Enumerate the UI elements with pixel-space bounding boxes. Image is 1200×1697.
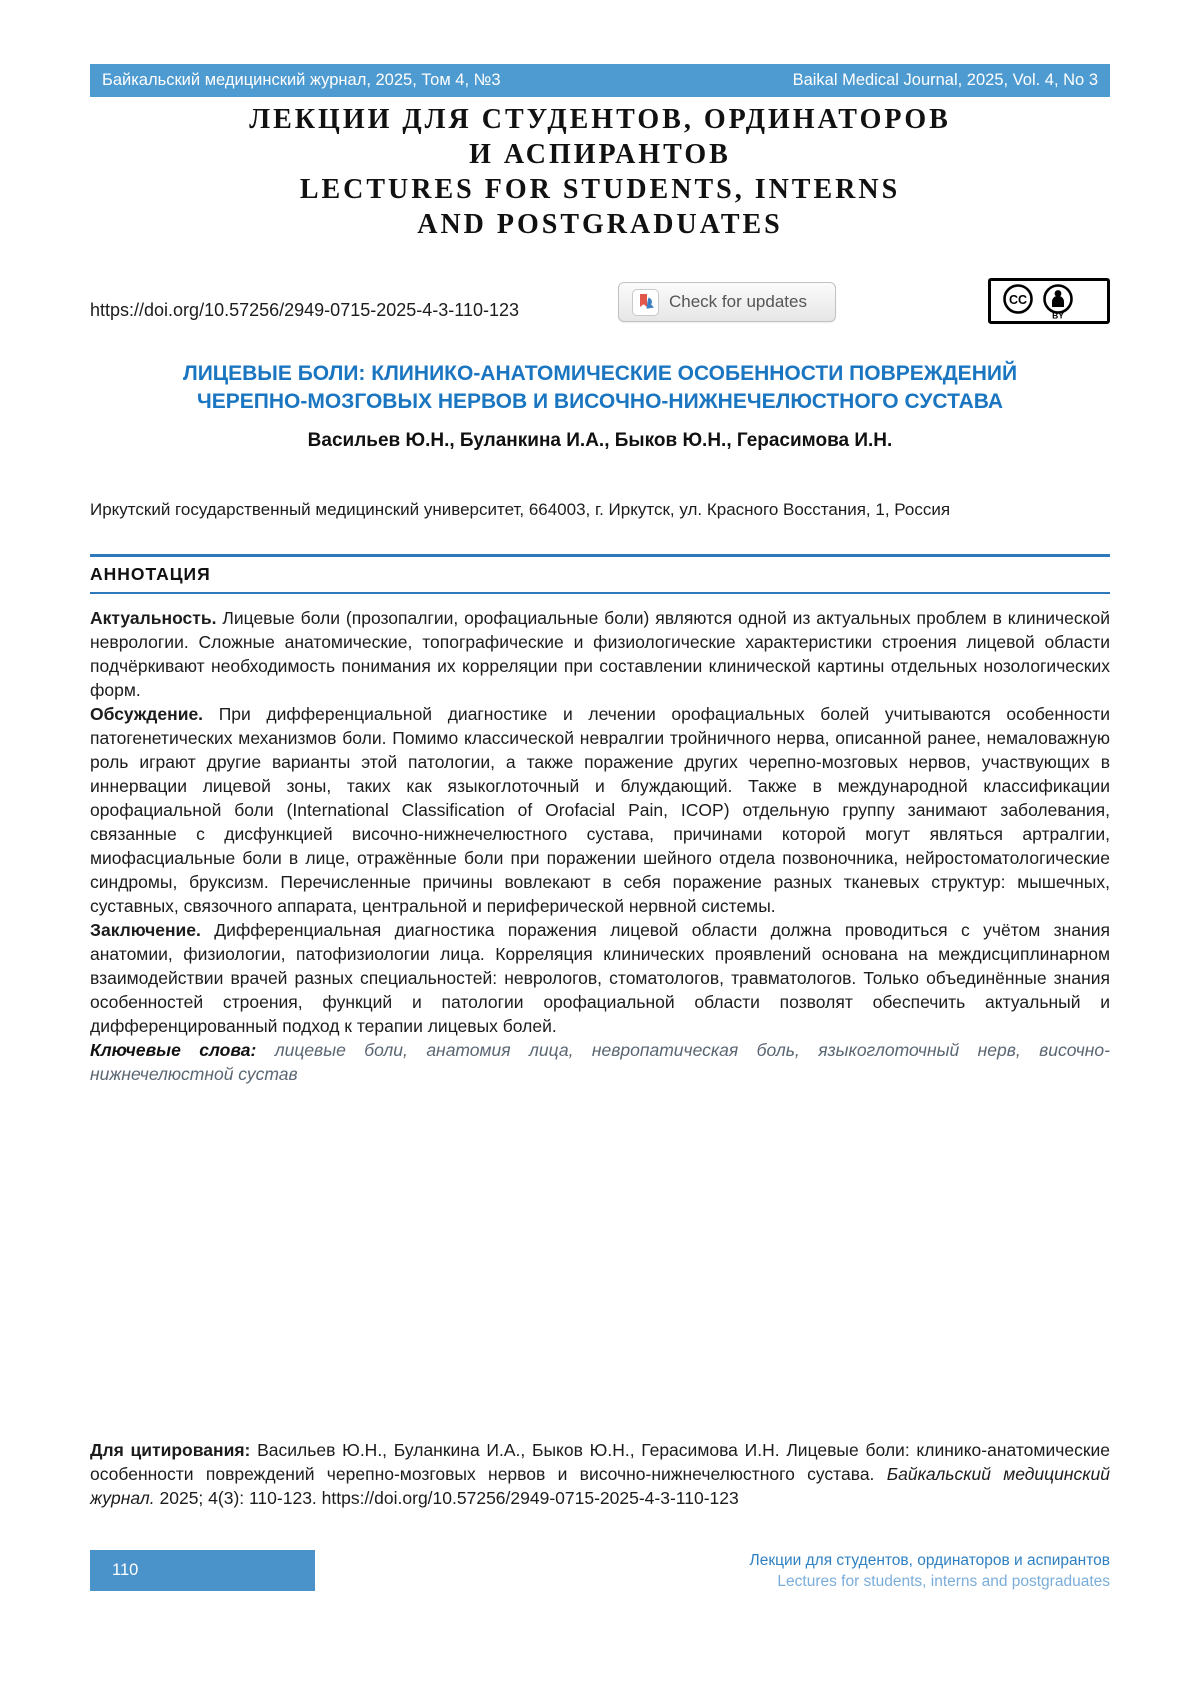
paragraph-label: Заключение.: [90, 920, 201, 940]
authors-line: Васильев Ю.Н., Буланкина И.А., Быков Ю.Н., Герасимова И.Н.: [307, 430, 893, 451]
abstract-rule-top: [90, 554, 1110, 557]
section-heading-line1: ЛЕКЦИИ ДЛЯ СТУДЕНТОВ, ОРДИНАТОРОВ: [249, 104, 951, 135]
citation-paragraph: [90, 1438, 1110, 1510]
footer-section-ru: Лекции для студентов, ординаторов и аспирантов: [749, 1552, 1110, 1569]
section-heading-line4: AND POSTGRADUATES: [417, 209, 783, 240]
journal-title-en: Baikal Medical Journal, 2025, Vol. 4, No 3: [792, 71, 1098, 89]
keywords-label: Ключевые слова:: [90, 1040, 257, 1060]
affiliation: Иркутский государственный медицинский университет, 664003, г. Иркутск, ул. Красного Восстания, 1, Россия: [90, 500, 951, 519]
abstract-paragraph-conclusion: [90, 918, 1110, 1038]
check-updates-badge[interactable]: [618, 282, 836, 322]
keywords-paragraph: [90, 1038, 1110, 1086]
check-updates-label: Check for updates: [669, 292, 807, 311]
svg-text:BY: BY: [1052, 310, 1064, 320]
paragraph-label: Актуальность.: [90, 608, 217, 628]
cc-by-badge[interactable]: [988, 278, 1110, 324]
section-heading-line2: И АСПИРАНТОВ: [469, 139, 731, 170]
section-heading: [0, 102, 1200, 242]
cc-circle-icon: [1005, 286, 1032, 313]
section-heading-line3: LECTURES FOR STUDENTS, INTERNS: [299, 174, 901, 205]
paragraph-text: При дифференциальной диагностике и лечении орофациальных болей учитываются особенности патогенетических механизмов боли. Помимо классической невралгии тройничного нерва, описанной ранее, немаловажную роль играют другие варианты этой патологии, а также поражение других черепно-мозговых нервов, участвующих в иннервации лицевой зоны, таких как языкоглоточный и блуждающий. Также в международной классификации орофациальной боли (International Classification of Orofacial Pain, ICOP) отдельную группу занимают заболевания, связанные с дисфункцией височно-нижнечелюстного сустава, причинами которой могут являться артралгии, миофасциальные боли в лице, отражённые боли при поражении шейного отдела позвоночника, нейростоматологические синдромы, бруксизм. Перечисленные причины вовлекают в себя поражение разных тканевых структур: мышечных, суставных, связочного аппарата, центральной и периферической нервной системы.: [90, 704, 1110, 916]
journal-title-ru: Байкальский медицинский журнал, 2025, Том 4, №3: [102, 71, 501, 89]
abstract-body: [90, 606, 1110, 1086]
article-title-line1: ЛИЦЕВЫЕ БОЛИ: КЛИНИКО-АНАТОМИЧЕСКИЕ ОСОБЕННОСТИ ПОВРЕЖДЕНИЙ: [182, 362, 1018, 385]
journal-header-bar: [90, 64, 1110, 97]
citation-authors: Васильев Ю.Н., Буланкина И.А., Быков Ю.Н., Герасимова И.Н. Лицевые боли: клинико-анатомические особенности повреждений черепно-мозговых нервов и височно-нижнечелюстного сустава.: [90, 1440, 1110, 1484]
doi-link[interactable]: https://doi.org/10.57256/2949-0715-2025-4-3-110-123: [90, 300, 519, 320]
footer-section-en: Lectures for students, interns and postgraduates: [777, 1573, 1110, 1590]
svg-text:CC: CC: [1008, 293, 1028, 307]
attribution-person-icon: [1045, 286, 1072, 321]
page-number: 110: [112, 1561, 139, 1579]
footer-section-labels: [750, 1550, 1110, 1592]
abstract-paragraph-relevance: [90, 606, 1110, 702]
abstract-rule-bottom: [90, 592, 1110, 594]
citation-label: Для цитирования:: [90, 1440, 251, 1460]
citation-journal: Байкальский медицинский журнал.: [90, 1464, 1110, 1508]
abstract-section-header: [90, 554, 1110, 594]
article-title-line2: ЧЕРЕПНО-МОЗГОВЫХ НЕРВОВ И ВИСОЧНО-НИЖНЕЧЕЛЮСТНОГО СУСТАВА: [196, 390, 1004, 413]
article-title: [90, 360, 1110, 416]
footer-page-box: [90, 1550, 315, 1591]
crossmark-icon: [632, 289, 659, 316]
abstract-paragraph-discussion: [90, 702, 1110, 918]
paragraph-label: Обсуждение.: [90, 704, 204, 724]
citation-tail: 2025; 4(3): 110-123. https://doi.org/10.57256/2949-0715-2025-4-3-110-123: [159, 1488, 739, 1508]
paragraph-text: Лицевые боли (прозопалгии, орофациальные боли) являются одной из актуальных проблем в клинической неврологии. Сложные анатомические, топографические и физиологические характеристики строения лицевой области подчёркивают необходимость понимания их корреляции при составлении клинической картины отдельных нозологических форм.: [90, 608, 1110, 700]
abstract-heading: АННОТАЦИЯ: [90, 564, 211, 584]
paragraph-text: Дифференциальная диагностика поражения лицевой области должна проводиться с учётом знания анатомии, физиологии, патофизиологии лица. Корреляция клинических проявлений основана на междисциплинарном взаимодействии врачей разных специальностей: неврологов, стоматологов, травматологов. Только объединённые знания особенностей строения, функций и патологии орофациальной области позволят обеспечить актуальный и дифференцированный подход к терапии лицевых болей.: [90, 920, 1110, 1036]
keywords-text: лицевые боли, анатомия лица, невропатическая боль, языкоглоточный нерв, височно-нижнечелюстной сустав: [90, 1040, 1110, 1084]
